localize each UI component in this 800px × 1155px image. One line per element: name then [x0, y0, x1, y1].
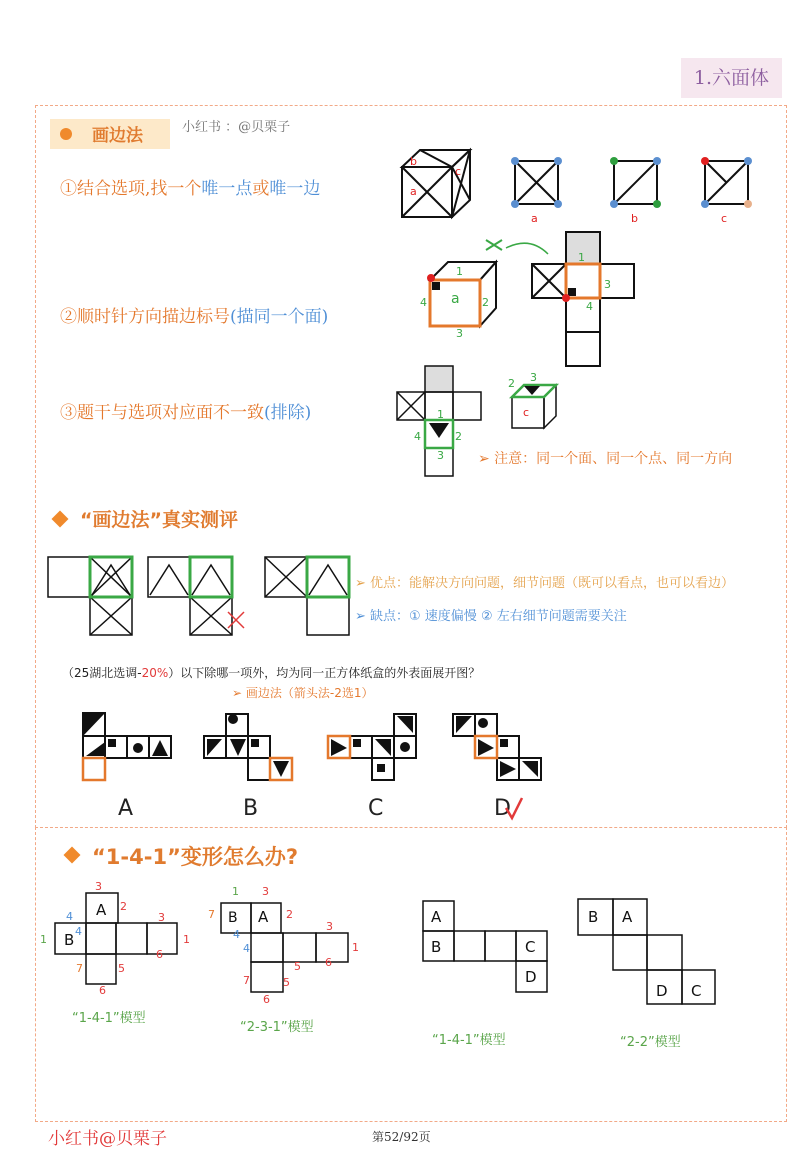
svg-text:6: 6	[156, 948, 163, 961]
svg-text:A: A	[431, 908, 442, 926]
corner-dot-icon	[610, 200, 618, 208]
svg-text:3: 3	[437, 449, 444, 462]
svg-text:4: 4	[586, 300, 593, 313]
svg-text:c: c	[721, 212, 728, 225]
svg-text:B: B	[431, 938, 442, 956]
svg-text:1: 1	[352, 941, 359, 954]
svg-text:2: 2	[455, 430, 462, 443]
step-1-or: 或	[252, 179, 270, 199]
step-1-point: 唯一点	[201, 179, 253, 199]
step-1-text: ①结合选项,找一个	[60, 179, 202, 199]
svg-text:C: C	[525, 938, 536, 956]
corner-dot-icon	[554, 200, 562, 208]
svg-text:4: 4	[233, 928, 240, 941]
svg-text:1: 1	[232, 885, 239, 898]
step-1-edge: 唯一边	[269, 179, 321, 199]
svg-text:c: c	[455, 165, 462, 178]
footer-brand: 小红书@贝栗子	[48, 1129, 167, 1149]
question-hint: ➢ 画边法（箭头法-2选1）	[232, 686, 374, 700]
svg-text:C: C	[691, 982, 702, 1000]
svg-text:1: 1	[456, 265, 463, 278]
question-prefix: （25湖北选调-	[62, 666, 142, 680]
svg-text:5: 5	[118, 962, 125, 975]
svg-text:6: 6	[325, 956, 332, 969]
svg-text:2: 2	[482, 296, 489, 309]
svg-text:A: A	[96, 901, 107, 919]
svg-text:7: 7	[208, 908, 215, 921]
svg-text:3: 3	[326, 920, 333, 933]
svg-text:4: 4	[243, 942, 250, 955]
svg-text:4: 4	[420, 296, 427, 309]
svg-text:4: 4	[66, 910, 73, 923]
svg-text:4: 4	[75, 925, 82, 938]
corner-dot-icon	[744, 157, 752, 165]
svg-text:3: 3	[604, 278, 611, 291]
corner-dot-icon	[744, 200, 752, 208]
svg-text:A: A	[622, 908, 633, 926]
attention-note: ➢ 注意：同一个面、同一个点、同一方向	[478, 451, 733, 467]
svg-text:3: 3	[158, 911, 165, 924]
svg-text:6: 6	[99, 984, 106, 997]
svg-text:3: 3	[530, 371, 537, 384]
option-label-a: A	[118, 796, 134, 821]
corner-dot-icon	[653, 157, 661, 165]
svg-text:D: D	[656, 982, 668, 1000]
svg-text:7: 7	[76, 962, 83, 975]
step-2-text: ②顺时针方向描边标号	[60, 307, 230, 327]
step-2-hint: (描同一个面)	[230, 307, 329, 327]
corner-dot-icon	[554, 157, 562, 165]
svg-text:b: b	[410, 155, 417, 168]
corner-dot-icon	[701, 157, 709, 165]
corner-dot-icon	[701, 200, 709, 208]
corner-dot-icon	[511, 157, 519, 165]
svg-text:5: 5	[283, 976, 290, 989]
option-label-d: D	[494, 796, 511, 821]
question-suffix: ）以下除哪一项外，均为同一正方体纸盒的外表面展开图？	[168, 666, 481, 680]
corner-dot-icon	[511, 200, 519, 208]
cons-text: ➢ 缺点：① 速度偏慢 ② 左右细节问题需要关注	[355, 609, 627, 624]
question-option-nets	[83, 713, 541, 780]
option-square-c	[705, 161, 748, 204]
page-number: 第52/92页	[372, 1130, 431, 1144]
option-square-a	[515, 161, 558, 204]
option-label-c: C	[368, 796, 384, 821]
method-title: 画边法	[92, 126, 143, 146]
model-label-1: “1-4-1”模型	[72, 1011, 146, 1026]
section-tag: 1.六面体	[681, 58, 782, 98]
svg-text:3: 3	[262, 885, 269, 898]
svg-text:a: a	[451, 291, 460, 307]
transform-title: “1-4-1”变形怎么办?	[92, 845, 299, 869]
review-title: “画边法”真实测评	[80, 509, 238, 531]
svg-text:6: 6	[263, 993, 270, 1006]
svg-text:3: 3	[456, 327, 463, 340]
svg-text:b: b	[631, 212, 638, 225]
option-label-b: B	[243, 796, 259, 821]
svg-text:3: 3	[95, 880, 102, 893]
option-square-b	[614, 161, 657, 204]
svg-text:1: 1	[437, 408, 444, 421]
question-rate: 20%	[141, 666, 169, 680]
corner-dot-icon	[653, 200, 661, 208]
cube-step2	[430, 262, 496, 326]
svg-text:a: a	[531, 212, 538, 225]
svg-text:A: A	[258, 908, 269, 926]
svg-text:5: 5	[294, 960, 301, 973]
svg-text:B: B	[588, 908, 599, 926]
transform-nets	[55, 893, 715, 1004]
svg-text:2: 2	[120, 900, 127, 913]
svg-text:D: D	[525, 968, 537, 986]
step-3-hint: (排除)	[264, 403, 312, 423]
svg-text:c: c	[523, 406, 530, 419]
model-label-4: “2-2”模型	[620, 1035, 681, 1050]
pros-text: ➢ 优点：能解决方向问题，细节问题（既可以看点，也可以看边）	[355, 576, 735, 591]
svg-text:2: 2	[508, 377, 515, 390]
svg-text:B: B	[228, 910, 238, 926]
svg-text:1: 1	[578, 251, 585, 264]
svg-text:1: 1	[40, 933, 47, 946]
svg-text:4: 4	[414, 430, 421, 443]
model-label-3: “1-4-1”模型	[432, 1033, 506, 1048]
watermark: 小红书 ：@贝栗子	[182, 120, 291, 135]
svg-text:2: 2	[286, 908, 293, 921]
svg-text:1: 1	[183, 933, 190, 946]
corner-dot-icon	[610, 157, 618, 165]
svg-text:B: B	[64, 931, 75, 949]
step-3-text: ③题干与选项对应面不一致	[60, 403, 264, 423]
svg-text:7: 7	[243, 974, 250, 987]
svg-text:a: a	[410, 185, 417, 198]
model-label-2: “2-3-1”模型	[240, 1020, 314, 1035]
